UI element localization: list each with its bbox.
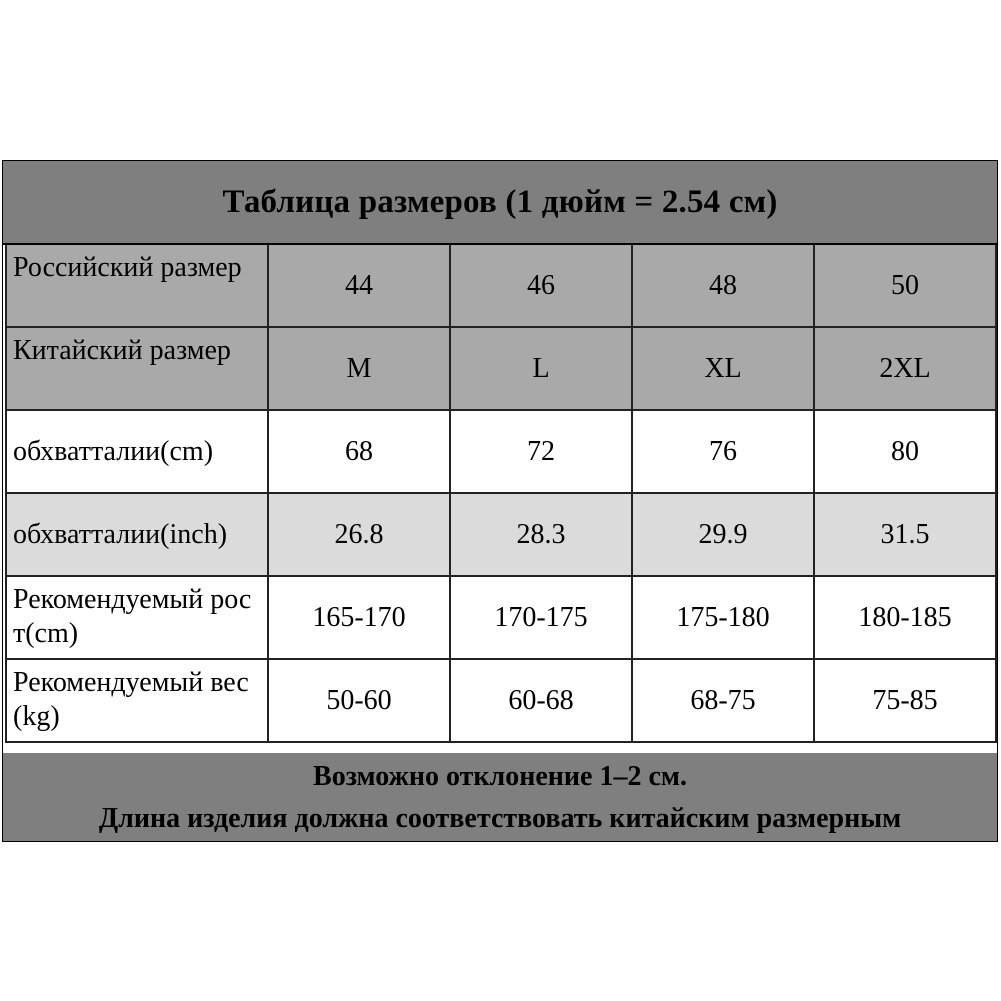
size-chart-grid (5, 245, 997, 743)
cell-waist-inch-1: 26.8 (269, 494, 451, 577)
cell-weight-4: 75-85 (815, 660, 997, 743)
cell-height-4: 180-185 (815, 577, 997, 660)
row-label-chinese-size: Китайский размер (5, 328, 269, 411)
cell-waist-cm-4: 80 (815, 411, 997, 494)
cell-russian-size-3: 48 (633, 245, 815, 328)
size-chart (2, 160, 998, 842)
cell-height-3: 175-180 (633, 577, 815, 660)
size-chart-footer (3, 753, 997, 841)
cell-waist-cm-1: 68 (269, 411, 451, 494)
footer-note-length: Длина изделия должна соответствовать китайским размерным (98, 803, 902, 834)
cell-chinese-size-1: M (269, 328, 451, 411)
cell-russian-size-2: 46 (451, 245, 633, 328)
cell-russian-size-4: 50 (815, 245, 997, 328)
cell-waist-inch-4: 31.5 (815, 494, 997, 577)
cell-waist-cm-3: 76 (633, 411, 815, 494)
row-label-waist-cm: обхватталии(cm) (5, 411, 269, 494)
cell-waist-inch-2: 28.3 (451, 494, 633, 577)
footer-note-deviation: Возможно отклонение 1–2 см. (313, 761, 687, 792)
row-label-recommended-height: Рекомендуемый рост(cm) (5, 577, 269, 660)
row-label-russian-size: Российский размер (5, 245, 269, 328)
cell-chinese-size-3: XL (633, 328, 815, 411)
row-label-recommended-weight: Рекомендуемый вес (kg) (5, 660, 269, 743)
cell-height-1: 165-170 (269, 577, 451, 660)
cell-height-2: 170-175 (451, 577, 633, 660)
cell-waist-cm-2: 72 (451, 411, 633, 494)
cell-weight-3: 68-75 (633, 660, 815, 743)
cell-weight-2: 60-68 (451, 660, 633, 743)
cell-russian-size-1: 44 (269, 245, 451, 328)
cell-chinese-size-4: 2XL (815, 328, 997, 411)
size-chart-title: Таблица размеров (1 дюйм = 2.54 см) (3, 161, 997, 245)
cell-waist-inch-3: 29.9 (633, 494, 815, 577)
row-label-waist-inch: обхватталии(inch) (5, 494, 269, 577)
cell-weight-1: 50-60 (269, 660, 451, 743)
cell-chinese-size-2: L (451, 328, 633, 411)
